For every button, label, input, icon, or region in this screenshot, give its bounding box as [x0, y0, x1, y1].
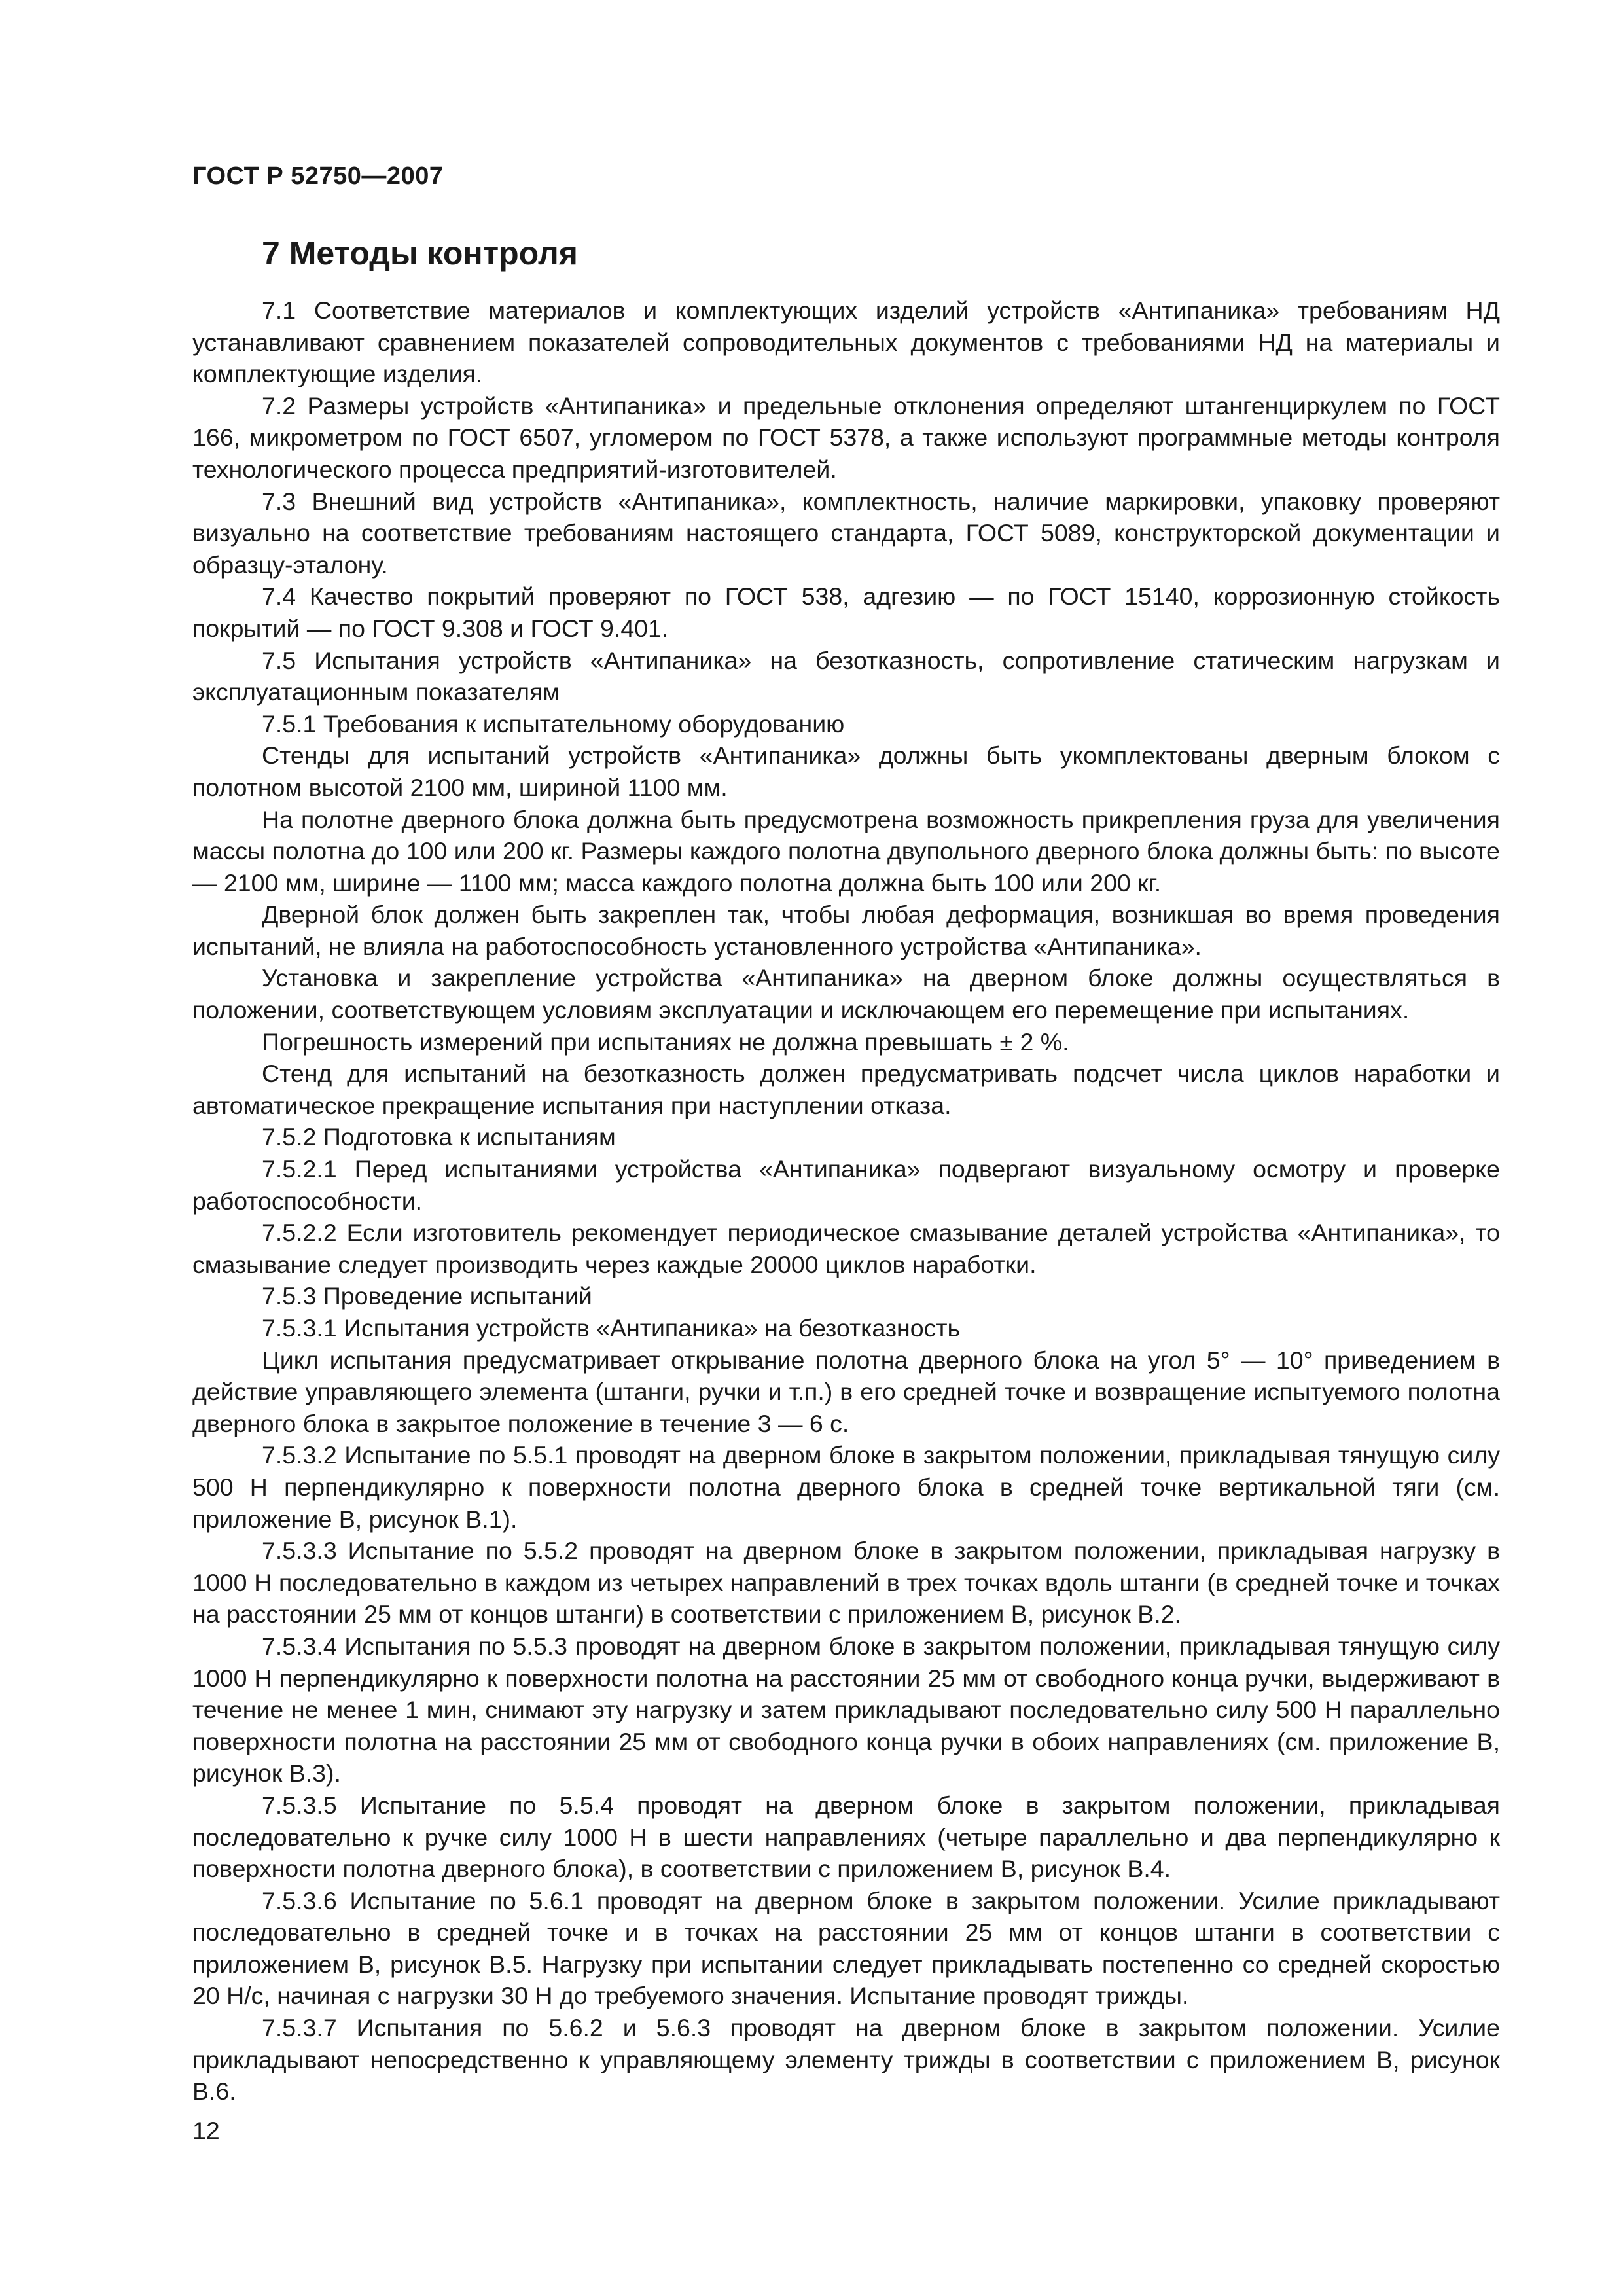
paragraph-7-5: 7.5 Испытания устройств «Антипаника» на безотказность, сопротивление статическим нагрузкам и эксплуатационным показателям	[192, 646, 1500, 706]
paragraph-measurement-error: Погрешность измерений при испытаниях не должна превышать ± 2 %.	[262, 1028, 1069, 1056]
paragraph-7-5-3: 7.5.3 Проведение испытаний	[262, 1282, 592, 1310]
paragraph-7-5-1: 7.5.1 Требования к испытательному оборудованию	[262, 709, 845, 738]
paragraph-7-5-2-2: 7.5.2.2 Если изготовитель рекомендует периодическое смазывание деталей устройства «Антипаника», то смазывание следует производить через каждые 20000 циклов наработки.	[192, 1219, 1500, 1278]
paragraph-door-leaf-mass: На полотне дверного блока должна быть предусмотрена возможность прикрепления груза для увеличения массы полотна до 100 или 200 кг. Размеры каждого полотна двупольного дверного блока должны быть: по высоте — 2100 мм, ширине — 1100 мм; масса каждого полотна должна быть 100 или 200 кг.	[192, 805, 1500, 897]
paragraph-7-1: 7.1 Соответствие материалов и комплектующих изделий устройств «Антипаника» требованиям НД устанавливают сравнением показателей сопроводительных документов с требованиями НД на материалы и комплектующие изделия.	[192, 296, 1500, 388]
paragraph-7-5-3-6: 7.5.3.6 Испытание по 5.6.1 проводят на дверном блоке в закрытом положении. Усилие прикладывают последовательно в средней точке и в точках на расстоянии 25 мм от концов штанги в соответствии с приложением В, рисунок В.5. Нагрузку при испытании следует прикладывать постепенно со средней скоростью 20 Н/с, начиная с нагрузки 30 Н до требуемого значения. Испытание проводят трижды.	[192, 1886, 1500, 2010]
paragraph-7-5-2: 7.5.2 Подготовка к испытаниям	[262, 1123, 616, 1151]
paragraph-7-5-3-3: 7.5.3.3 Испытание по 5.5.2 проводят на дверном блоке в закрытом положении, прикладывая нагрузку в 1000 Н последовательно в каждом из четырех направлений в трех точках вдоль штанги (в средней точке и точках на расстоянии 25 мм от концов штанги) в соответствии с приложением В, рисунок В.2.	[192, 1537, 1500, 1628]
paragraph-7-4: 7.4 Качество покрытий проверяют по ГОСТ 538, адгезию — по ГОСТ 15140, коррозионную стойкость покрытий — по ГОСТ 9.308 и ГОСТ 9.401.	[192, 583, 1500, 642]
paragraph-cycle-counter: Стенд для испытаний на безотказность должен предусматривать подсчет числа циклов наработки и автоматическое прекращение испытания при наступлении отказа.	[192, 1060, 1500, 1119]
paragraph-test-cycle: Цикл испытания предусматривает открывание полотна дверного блока на угол 5° — 10° приведением в действие управляющего элемента (штанги, ручки и т.п.) в его средней точке и возвращение испытуемого полотна дверного блока в закрытое положение в течение 3 — 6 с.	[192, 1346, 1500, 1437]
paragraph-door-fixing: Дверной блок должен быть закреплен так, чтобы любая деформация, возникшая во время проведения испытаний, не влияла на работоспособность установленного устройства «Антипаника».	[192, 901, 1500, 960]
paragraph-7-5-3-5: 7.5.3.5 Испытание по 5.5.4 проводят на дверном блоке в закрытом положении, прикладывая последовательно к ручке силу 1000 Н в шести направлениях (четыре параллельно и два перпендикулярно к поверхности полотна дверного блока), в соответствии с приложением В, рисунок В.4.	[192, 1791, 1500, 1883]
paragraph-7-2: 7.2 Размеры устройств «Антипаника» и предельные отклонения определяют штангенциркулем по ГОСТ 166, микрометром по ГОСТ 6507, угломером по ГОСТ 5378, а также используют программные методы контроля технологического процесса предприятий-изготовителей.	[192, 391, 1500, 483]
page-number: 12	[192, 2117, 220, 2144]
paragraph-7-5-3-7: 7.5.3.7 Испытания по 5.6.2 и 5.6.3 проводят на дверном блоке в закрытом положении. Усилие прикладывают непосредственно к управляющему элементу трижды в соответствии с приложением В, рисунок В.6.	[192, 2014, 1500, 2106]
paragraph-device-mounting: Установка и закрепление устройства «Антипаника» на дверном блоке должны осуществляться в положении, соответствующем условиям эксплуатации и исключающем его перемещение при испытаниях.	[192, 964, 1500, 1024]
paragraph-stand-requirements: Стенды для испытаний устройств «Антипаника» должны быть укомплектованы дверным блоком с полотном высотой 2100 мм, шириной 1100 мм.	[192, 742, 1500, 801]
paragraph-7-5-3-4: 7.5.3.4 Испытания по 5.5.3 проводят на дверном блоке в закрытом положении, прикладывая тянущую силу 1000 Н перпендикулярно к поверхности полотна на расстоянии 25 мм от свободного конца ручки, выдерживают в течение не менее 1 мин, снимают эту нагрузку и затем прикладывают последовательно силу 500 Н параллельно поверхности полотна на расстоянии 25 мм от свободного конца ручки в обоих направлениях (см. приложение В, рисунок В.3).	[192, 1632, 1500, 1787]
body-text	[192, 295, 1500, 2108]
paragraph-7-3: 7.3 Внешний вид устройств «Антипаника», комплектность, наличие маркировки, упаковку проверяют визуально на соответствие требованиям настоящего стандарта, ГОСТ 5089, конструкторской документации и образцу-эталону.	[192, 487, 1500, 579]
paragraph-7-5-3-1: 7.5.3.1 Испытания устройств «Антипаника» на безотказность	[262, 1314, 961, 1342]
paragraph-7-5-2-1: 7.5.2.1 Перед испытаниями устройства «Антипаника» подвергают визуальному осмотру и проверке работоспособности.	[192, 1155, 1500, 1215]
paragraph-7-5-3-2: 7.5.3.2 Испытание по 5.5.1 проводят на дверном блоке в закрытом положении, прикладывая тянущую силу 500 Н перпендикулярно к поверхности полотна дверного блока в средней точке вертикальной тяги (см. приложение В, рисунок В.1).	[192, 1441, 1500, 1533]
document-number-header: ГОСТ Р 52750—2007	[192, 162, 444, 190]
section-title: 7 Методы контроля	[262, 235, 578, 272]
